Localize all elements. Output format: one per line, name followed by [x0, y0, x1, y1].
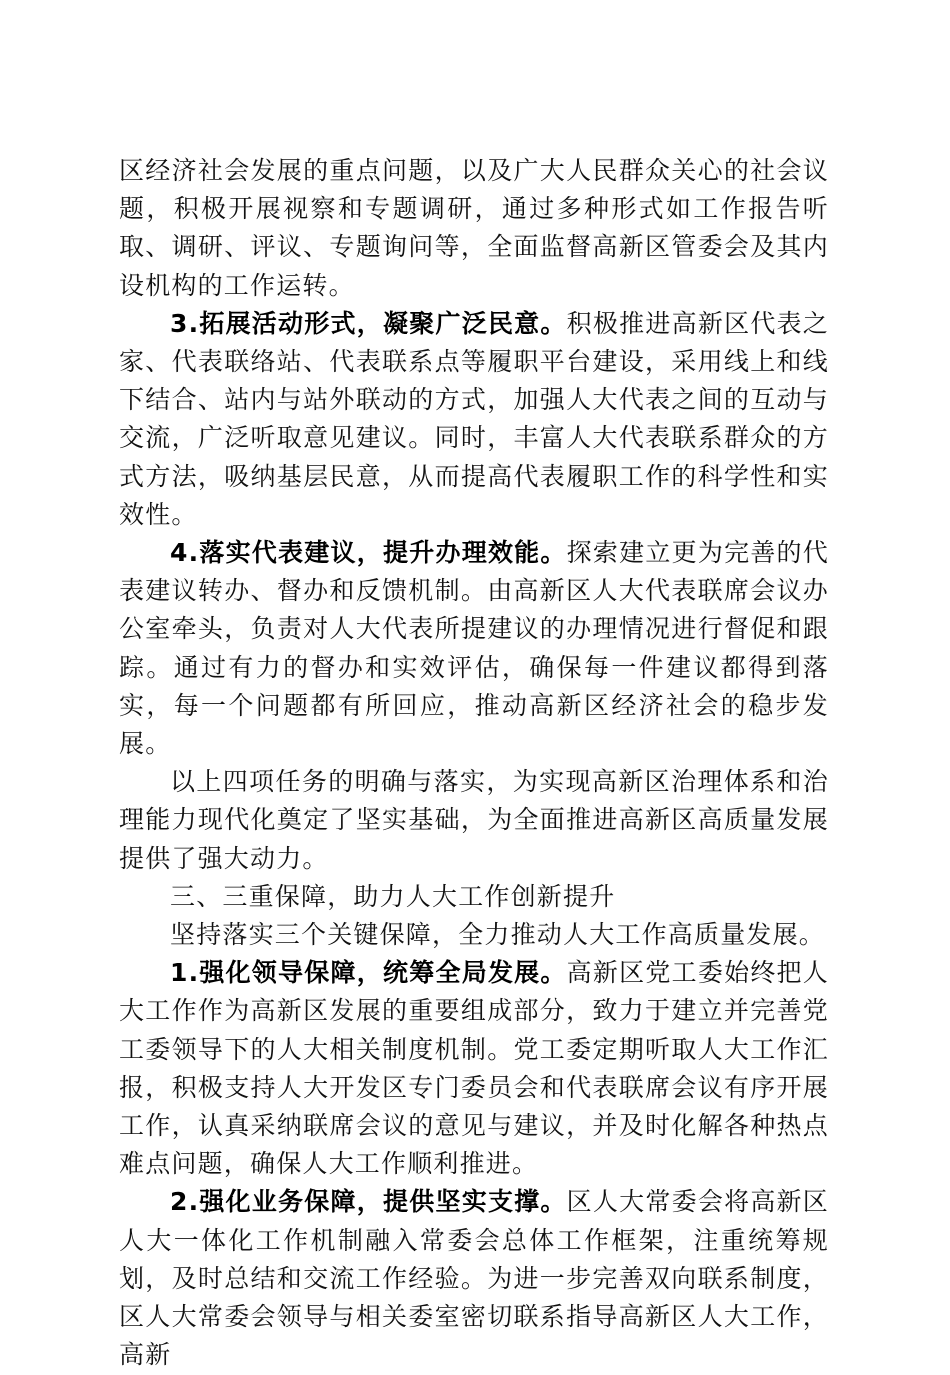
- paragraph-item-3: [119, 305, 829, 534]
- paragraph-text: 区经济社会发展的重点问题，以及广大人民群众关心的社会议题，积极开展视察和专题调研，通过多种形式如工作报告听取、调研、评议、专题询问等，全面监督高新区管委会及其内设机构的工作运转。: [119, 156, 829, 300]
- paragraph-intro: [119, 916, 829, 954]
- section-heading: 三、三重保障，助力人大工作创新提升: [170, 881, 616, 911]
- paragraph-lead: 4.落实代表建议，提升办理效能。: [170, 538, 567, 568]
- paragraph-text: 以上四项任务的明确与落实，为实现高新区治理体系和治理能力现代化奠定了坚实基础，为全面推进高新区高质量发展提供了强大动力。: [119, 767, 829, 873]
- paragraph-lead: 3.拓展活动形式，凝聚广泛民意。: [170, 308, 567, 338]
- paragraph-guarantee-1: [119, 954, 829, 1183]
- paragraph-lead: 1.强化领导保障，统筹全局发展。: [170, 958, 567, 988]
- paragraph-summary: [119, 763, 829, 878]
- paragraph-guarantee-2: [119, 1183, 829, 1374]
- paragraph-lead: 2.强化业务保障，提供坚实支撑。: [170, 1187, 567, 1217]
- paragraph-item-4: [119, 534, 829, 763]
- paragraph-text: 探索建立更为完善的代表建议转办、督办和反馈机制。由高新区人大代表联席会议办公室牵头，负责对人大代表所提建议的办理情况进行督促和跟踪。通过有力的督办和实效评估，确保每一件建议都得到落实，每一个问题都有所回应，推动高新区经济社会的稳步发展。: [119, 538, 829, 759]
- document-body: [119, 152, 829, 1375]
- paragraph-text: 积极推进高新区代表之家、代表联络站、代表联系点等履职平台建设，采用线上和线下结合、站内与站外联动的方式，加强人大代表之间的互动与交流，广泛听取意见建议。同时，丰富人大代表联系群众的方式方法，吸纳基层民意，从而提高代表履职工作的科学性和实效性。: [119, 308, 829, 529]
- paragraph-text: 区人大常委会将高新区人大一体化工作机制融入常委会总体工作框架，注重统筹规划，及时总结和交流工作经验。为进一步完善双向联系制度，区人大常委会领导与相关委室密切联系指导高新区人大工作，高新: [119, 1187, 829, 1370]
- paragraph-text: 高新区党工委始终把人大工作作为高新区发展的重要组成部分，致力于建立并完善党工委领导下的人大相关制度机制。党工委定期听取人大工作汇报，积极支持人大开发区专门委员会和代表联席会议有序开展工作，认真采纳联席会议的意见与建议，并及时化解各种热点难点问题，确保人大工作顺利推进。: [119, 958, 829, 1179]
- paragraph-text: 坚持落实三个关键保障，全力推动人大工作高质量发展。: [170, 920, 826, 950]
- paragraph-continuation: [119, 152, 829, 305]
